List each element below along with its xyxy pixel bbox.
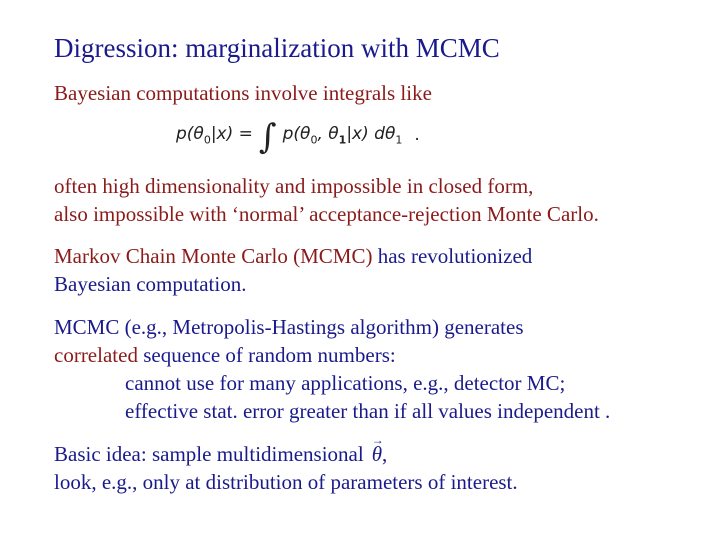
theta-vector: → θ: [372, 441, 382, 468]
formula-rhs: $p(\theta_0$, $\theta_1|x$) $d\theta_1$: [282, 123, 403, 147]
para2-line1: [54, 243, 532, 270]
para3-line2-rest: sequence of random numbers:: [137, 343, 396, 367]
mcmc-term: Markov Chain Monte Carlo (MCMC): [54, 244, 373, 268]
formula-lhs: $p(\theta_0|x)$ =: [176, 123, 253, 147]
para1-line1: often high dimensionality and impossible in closed form,: [54, 174, 534, 198]
para3-line2: [54, 342, 396, 369]
marginal-integral-formula: [176, 117, 420, 157]
para2-line1-rest: has revolutionized: [372, 244, 533, 268]
para4-line1: [54, 441, 387, 468]
para3-line4: effective stat. error greater than if all values independent .: [125, 399, 611, 423]
formula-period: .: [414, 125, 420, 145]
para4-line1-start: Basic idea: sample multidimensional: [54, 442, 364, 466]
para3-line3: cannot use for many applications, e.g., detector MC;: [125, 371, 566, 395]
para1-line2: also impossible with ‘normal’ acceptance-rejection Monte Carlo.: [54, 202, 599, 226]
para2-line2: Bayesian computation.: [54, 272, 247, 296]
para4-comma: ,: [382, 442, 388, 466]
para3-line1: MCMC (e.g., Metropolis-Hastings algorithm) generates: [54, 315, 524, 339]
slide-title: Digression: marginalization with MCMC: [54, 33, 500, 63]
correlated-term: correlated: [54, 343, 138, 367]
integral-sign: ∫: [258, 117, 277, 157]
intro-text: Bayesian computations involve integrals like: [54, 81, 432, 105]
para4-line2: look, e.g., only at distribution of parameters of interest.: [54, 470, 518, 494]
